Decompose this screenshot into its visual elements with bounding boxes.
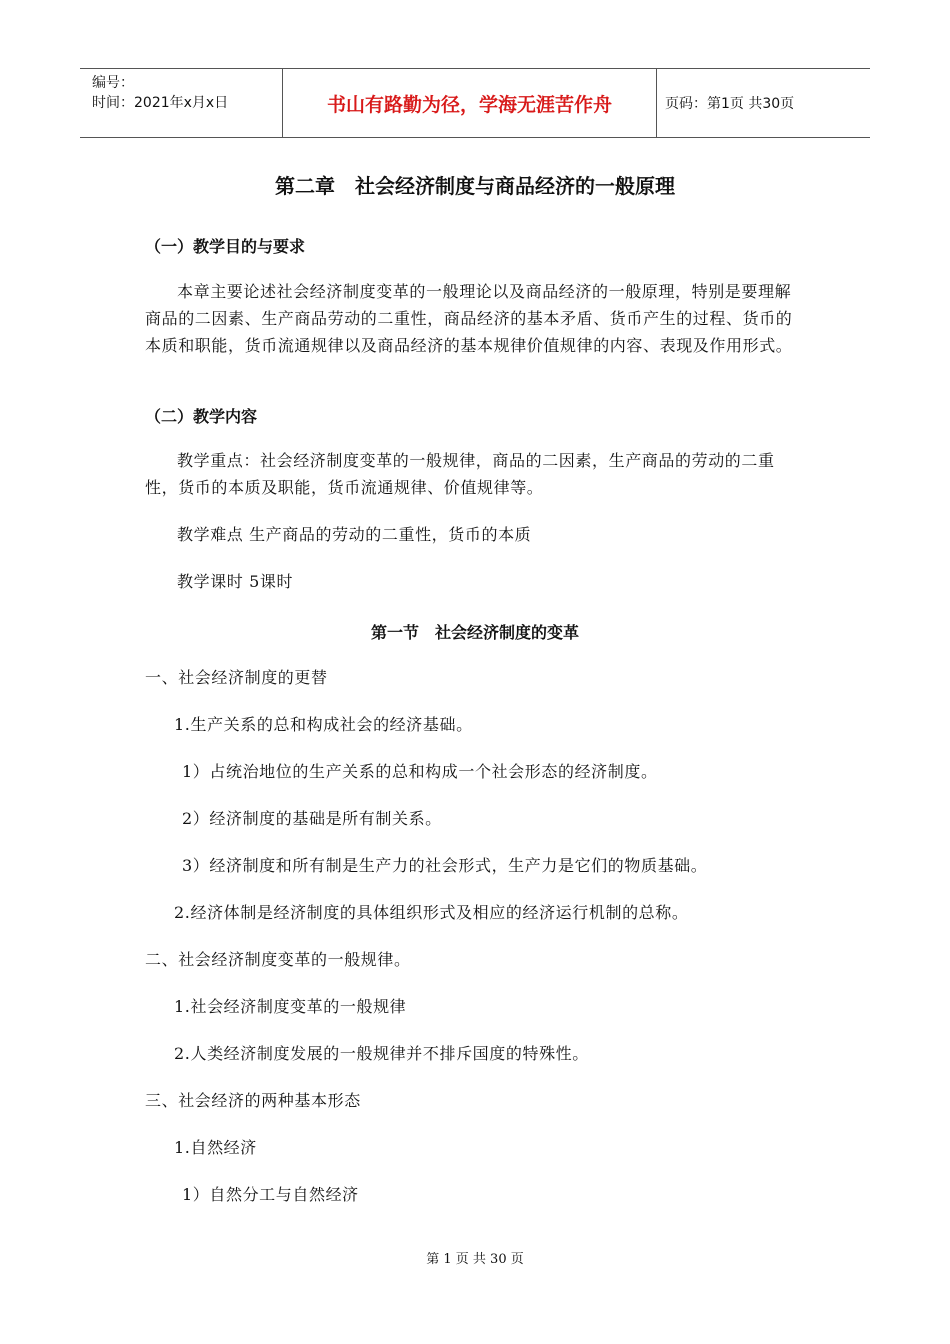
chapter-title: 第二章 社会经济制度与商品经济的一般原理 (275, 174, 675, 198)
header-page-info: 页码：第1页 共30页 (665, 96, 795, 112)
hours-line: 教学课时 5课时 (177, 572, 294, 591)
header-motto: 书山有路勤为径，学海无涯苦作舟 (282, 69, 657, 137)
section-heading-content: （二）教学内容 (145, 407, 258, 426)
outline-item: 1.生产关系的总和构成社会的经济基础。 (174, 715, 473, 734)
page-footer: 第 1 页 共 30 页 (426, 1252, 524, 1267)
subsection-title: 第一节 社会经济制度的变革 (370, 623, 579, 642)
goals-paragraph: 本章主要论述社会经济制度变革的一般理论以及商品经济的一般原理，特别是要理解商品的二因素、生产商品劳动的二重性，商品经济的基本矛盾、货币产生的过程、货币的本质和职能，货币流通规律以及商品经济的基本规律价值规律的内容、表现及作用形式。 (145, 282, 793, 355)
outline-item: 一、社会经济制度的更替 (145, 668, 328, 687)
difficulty-line: 教学难点 生产商品的劳动的二重性，货币的本质 (177, 525, 532, 544)
key-points-paragraph: 教学重点：社会经济制度变革的一般规律，商品的二因素，生产商品的劳动的二重性，货币的本质及职能，货币流通规律、价值规律等。 (145, 451, 775, 497)
section-heading-goals: （一）教学目的与要求 (145, 237, 306, 256)
outline-item: 2）经济制度的基础是所有制关系。 (182, 809, 442, 828)
outline-item: 2.经济体制是经济制度的具体组织形式及相应的经济运行机制的总称。 (174, 903, 689, 922)
outline-item: 2.人类经济制度发展的一般规律并不排斥国度的特殊性。 (174, 1044, 589, 1063)
page-header (80, 68, 870, 138)
outline-item: 1）占统治地位的生产关系的总和构成一个社会形态的经济制度。 (182, 762, 658, 781)
outline-item: 1.社会经济制度变革的一般规律 (174, 997, 407, 1016)
number-label: 编号： (92, 75, 134, 91)
time-label: 时间：2021年x月x日 (92, 95, 229, 111)
outline-item: 1）自然分工与自然经济 (182, 1185, 359, 1204)
outline-item: 1.自然经济 (174, 1138, 257, 1157)
outline-item: 3）经济制度和所有制是生产力的社会形式，生产力是它们的物质基础。 (182, 856, 708, 875)
outline-item: 三、社会经济的两种基本形态 (145, 1091, 361, 1110)
outline-item: 二、社会经济制度变革的一般规律。 (145, 950, 411, 969)
header-meta (80, 69, 282, 137)
